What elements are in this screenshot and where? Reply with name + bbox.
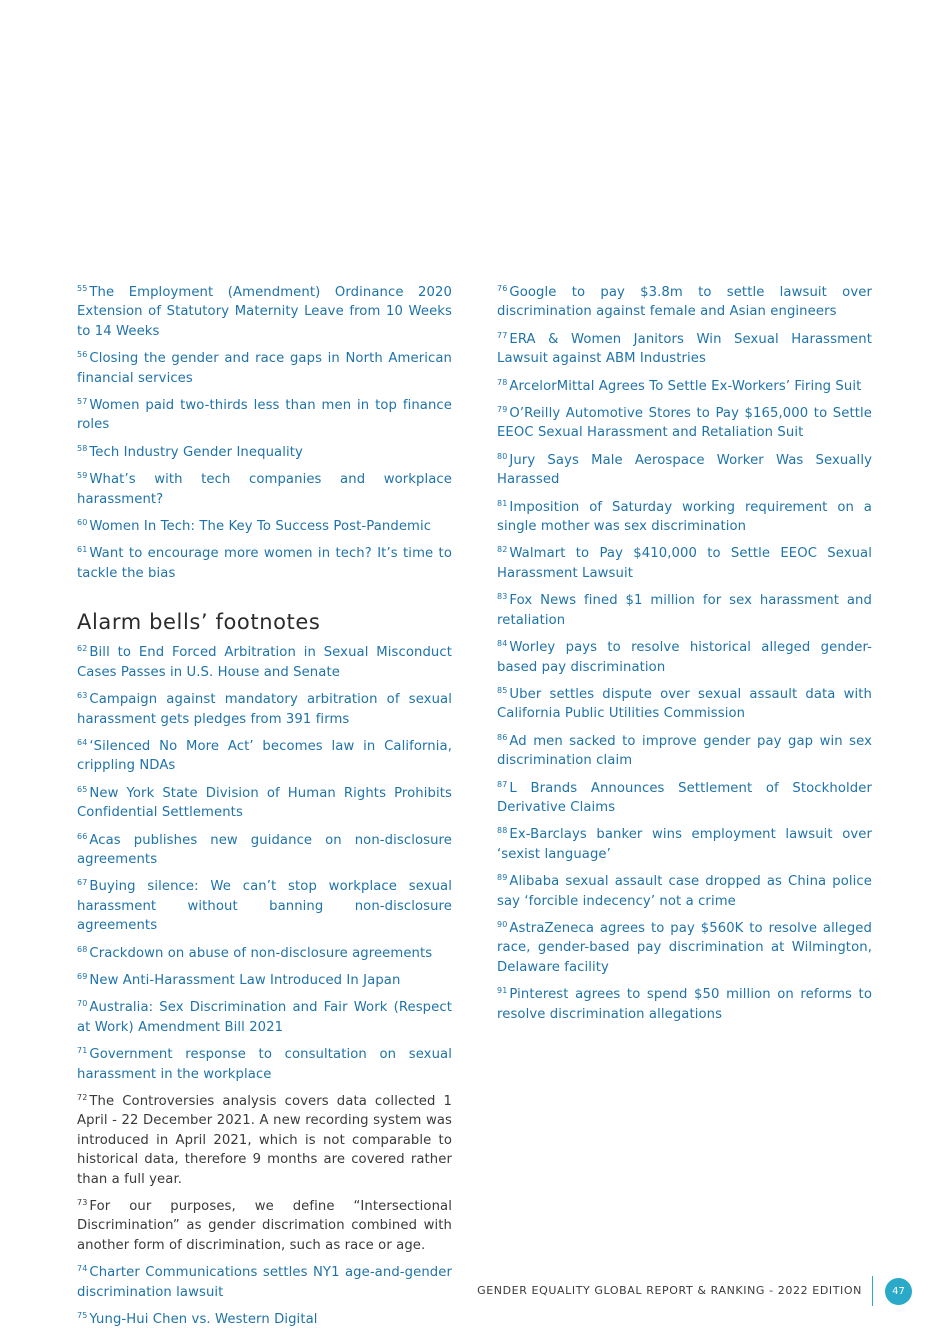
footnote-number: 78 xyxy=(497,377,508,387)
page-footer xyxy=(0,1276,950,1306)
footnote-number: 74 xyxy=(77,1264,88,1274)
footnote-number: 86 xyxy=(497,732,508,742)
footnote-item[interactable] xyxy=(77,686,452,729)
footnote-number: 77 xyxy=(497,330,508,340)
footnote-item[interactable] xyxy=(77,513,452,536)
footnote-item[interactable] xyxy=(497,981,872,1024)
footnote-link[interactable]: Buying silence: We can’t stop workplace sexual harassment without banning non-disclosure agreements xyxy=(77,879,452,934)
footnote-number: 91 xyxy=(497,986,508,996)
footnote-link[interactable]: ArcelorMittal Agrees To Settle Ex-Workers’ Firing Suit xyxy=(509,378,862,394)
footnote-link[interactable]: Campaign against mandatory arbitration of sexual harassment gets pledges from 391 firms xyxy=(77,692,452,727)
footnote-item[interactable] xyxy=(497,821,872,864)
footnote-item xyxy=(77,1193,452,1255)
footnote-link[interactable]: Yung-Hui Chen vs. Western Digital xyxy=(89,1312,318,1328)
footnote-number: 88 xyxy=(497,826,508,836)
left-column xyxy=(77,279,452,1333)
footnote-number: 58 xyxy=(77,443,88,453)
footnote-item[interactable] xyxy=(77,1306,452,1329)
footnote-item[interactable] xyxy=(497,447,872,490)
footnote-link[interactable]: New Anti-Harassment Law Introduced In Japan xyxy=(89,972,401,988)
footnote-number: 71 xyxy=(77,1046,88,1056)
footnote-item[interactable] xyxy=(77,733,452,776)
footnote-number: 69 xyxy=(77,971,88,981)
footnote-link[interactable]: Charter Communications settles NY1 age-and-gender discrimination lawsuit xyxy=(77,1265,452,1300)
footnote-number: 67 xyxy=(77,878,88,888)
footnote-number: 82 xyxy=(497,545,508,555)
footnote-number: 56 xyxy=(77,350,88,360)
footnote-link[interactable]: Fox News fined $1 million for sex harassment and retaliation xyxy=(497,593,872,628)
footnote-text: The Controversies analysis covers data collected 1 April - 22 December 2021. A new recording system was introduced in April 2021, which is not comparable to historical data, therefore 9 months are covered rather than a full year. xyxy=(77,1094,452,1187)
footnote-number: 90 xyxy=(497,919,508,929)
footnote-item[interactable] xyxy=(497,587,872,630)
footnote-number: 66 xyxy=(77,831,88,841)
footnote-link[interactable]: Crackdown on abuse of non-disclosure agreements xyxy=(89,945,433,961)
footnote-number: 80 xyxy=(497,451,508,461)
footnote-number: 68 xyxy=(77,944,88,954)
footnote-item xyxy=(77,1088,452,1189)
footnote-link[interactable]: Worley pays to resolve historical alleged gender-based pay discrimination xyxy=(497,640,872,675)
footnote-item[interactable] xyxy=(77,780,452,823)
footnote-link[interactable]: The Employment (Amendment) Ordinance 2020 Extension of Statutory Maternity Leave from 10 Weeks to 14 Weeks xyxy=(77,285,452,339)
footnote-list-top xyxy=(77,279,452,583)
footnote-item[interactable] xyxy=(497,326,872,369)
footnote-link[interactable]: Tech Industry Gender Inequality xyxy=(89,444,303,460)
footnote-number: 72 xyxy=(77,1093,88,1102)
footnote-link[interactable]: Pinterest agrees to spend $50 million on reforms to resolve discrimination allegations xyxy=(497,987,872,1022)
footnote-item[interactable] xyxy=(497,775,872,818)
footnote-item[interactable] xyxy=(77,639,452,682)
footnote-number: 63 xyxy=(77,691,88,701)
footnote-number: 57 xyxy=(77,397,88,407)
footnote-item[interactable] xyxy=(497,400,872,443)
footnote-item[interactable] xyxy=(77,873,452,935)
footnote-link[interactable]: Closing the gender and race gaps in North American financial services xyxy=(77,351,452,386)
footnote-link[interactable]: What’s with tech companies and workplace harassment? xyxy=(77,472,452,507)
footnote-item[interactable] xyxy=(77,345,452,388)
footnote-number: 84 xyxy=(497,639,508,649)
footnote-number: 55 xyxy=(77,284,88,293)
section-title: Alarm bells’ footnotes xyxy=(77,610,321,635)
footnote-item[interactable] xyxy=(77,827,452,870)
footnote-link[interactable]: Ad men sacked to improve gender pay gap win sex discrimination claim xyxy=(497,733,872,769)
footnote-number: 75 xyxy=(77,1311,88,1321)
footnote-link[interactable]: Government response to consultation on sexual harassment in the workplace xyxy=(77,1047,452,1082)
footnote-link[interactable]: Jury Says Male Aerospace Worker Was Sexually Harassed xyxy=(497,452,872,488)
footnote-number: 81 xyxy=(497,498,508,508)
footnote-item[interactable] xyxy=(497,634,872,677)
footer-divider xyxy=(872,1276,873,1306)
footnote-link[interactable]: Acas publishes new guidance on non-disclosure agreements xyxy=(77,832,452,867)
footnote-item[interactable] xyxy=(77,439,452,462)
footnote-item[interactable] xyxy=(77,994,452,1037)
footnote-item[interactable] xyxy=(77,967,452,990)
footnote-item[interactable] xyxy=(497,373,872,396)
right-column xyxy=(497,279,872,1028)
footnote-item[interactable] xyxy=(497,728,872,771)
footnote-number: 83 xyxy=(497,592,508,602)
footnote-link[interactable]: ‘Silenced No More Act’ becomes law in California, crippling NDAs xyxy=(77,738,452,774)
footnote-link[interactable]: L Brands Announces Settlement of Stockholder Derivative Claims xyxy=(497,780,872,815)
footnote-number: 65 xyxy=(77,784,88,794)
footnote-link[interactable]: O’Reilly Automotive Stores to Pay $165,000 to Settle EEOC Sexual Harassment and Retaliation Suit xyxy=(497,406,872,441)
footnote-link[interactable]: Women In Tech: The Key To Success Post-Pandemic xyxy=(89,519,432,535)
footnote-number: 59 xyxy=(77,471,88,481)
footnote-item[interactable] xyxy=(77,279,452,341)
footnote-number: 61 xyxy=(77,545,88,555)
footnote-number: 62 xyxy=(77,644,88,654)
footnote-number: 60 xyxy=(77,518,88,528)
footnote-text: For our purposes, we define “Intersectional Discrimination” as gender discrimation combined with another form of discrimination, such as race or age. xyxy=(77,1199,452,1253)
footnote-link[interactable]: AstraZeneca agrees to pay $560K to resolve alleged race, gender-based pay discrimination at Wilmington, Delaware facility xyxy=(497,920,872,975)
footnote-item[interactable] xyxy=(497,279,872,322)
footnote-number: 73 xyxy=(77,1198,88,1208)
footnote-item[interactable] xyxy=(77,1041,452,1084)
footnote-link[interactable]: Imposition of Saturday working requirement on a single mother was sex discrimination xyxy=(497,499,872,535)
footnote-list-right xyxy=(497,279,872,1024)
footnote-item[interactable] xyxy=(77,392,452,435)
footnote-item[interactable] xyxy=(497,540,872,583)
footnote-link[interactable]: Alibaba sexual assault case dropped as China police say ‘forcible indecency’ not a crime xyxy=(497,874,872,909)
footnote-link[interactable]: Walmart to Pay $410,000 to Settle EEOC Sexual Harassment Lawsuit xyxy=(497,546,872,581)
footnote-number: 70 xyxy=(77,999,88,1009)
footnote-item[interactable] xyxy=(497,681,872,724)
footnote-link[interactable]: Want to encourage more women in tech? It’s time to tackle the bias xyxy=(77,546,452,581)
page-number-badge: 47 xyxy=(885,1278,912,1305)
footnote-link[interactable]: Australia: Sex Discrimination and Fair Work (Respect at Work) Amendment Bill 2021 xyxy=(77,1000,452,1035)
footnote-link[interactable]: Google to pay $3.8m to settle lawsuit over discrimination against female and Asian engineers xyxy=(497,285,872,320)
footnote-number: 79 xyxy=(497,405,508,415)
footer-title: GENDER EQUALITY GLOBAL REPORT & RANKING - 2022 EDITION xyxy=(477,1284,862,1297)
footnote-item[interactable] xyxy=(497,494,872,537)
footnote-item[interactable] xyxy=(77,540,452,583)
footnote-item[interactable] xyxy=(77,466,452,509)
footnote-number: 85 xyxy=(497,685,508,695)
footnote-link[interactable]: Uber settles dispute over sexual assault data with California Public Utilities Commission xyxy=(497,686,872,722)
footnote-item[interactable] xyxy=(77,940,452,963)
footnote-link[interactable]: New York State Division of Human Rights Prohibits Confidential Settlements xyxy=(77,785,452,821)
footnote-link[interactable]: Ex-Barclays banker wins employment lawsuit over ‘sexist language’ xyxy=(497,827,872,862)
footnote-number: 89 xyxy=(497,873,508,883)
footnote-number: 76 xyxy=(497,284,508,293)
footnote-list-alarm-bells xyxy=(77,639,452,1329)
footnote-number: 87 xyxy=(497,779,508,789)
footnote-item[interactable] xyxy=(497,868,872,911)
footnote-link[interactable]: Bill to End Forced Arbitration in Sexual Misconduct Cases Passes in U.S. House and Senate xyxy=(77,645,452,680)
footnote-link[interactable]: ERA & Women Janitors Win Sexual Harassment Lawsuit against ABM Industries xyxy=(497,331,872,367)
footnote-link[interactable]: Women paid two-thirds less than men in top finance roles xyxy=(77,398,452,433)
footnote-number: 64 xyxy=(77,737,88,747)
footnote-item[interactable] xyxy=(497,915,872,977)
